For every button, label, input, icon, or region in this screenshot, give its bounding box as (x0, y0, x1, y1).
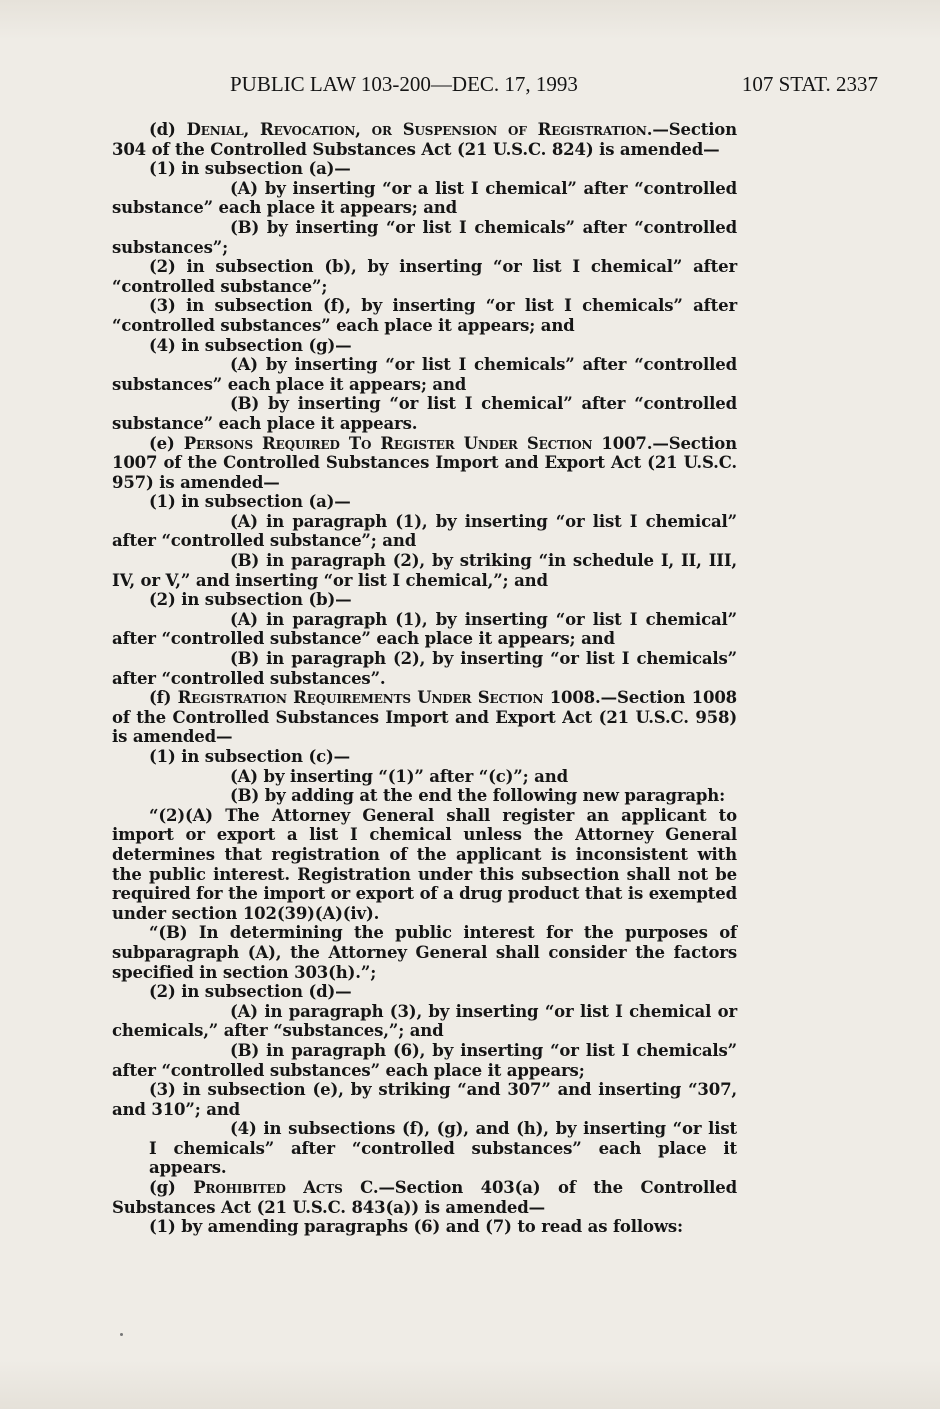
paragraph-text: —Section 1008 of the Controlled Substances Import and Export Act (21 U.S.C. 958) is amended— (112, 688, 737, 747)
paragraph (112, 512, 737, 551)
paragraph-text: (2) in subsection (d)— (149, 982, 352, 1002)
statute-reference: 107 STAT. 2337 (741, 72, 878, 96)
paragraph-text: (A) in paragraph (1), by inserting “or list I chemical” after “controlled substance” each place it appears; and (112, 609, 737, 649)
statute-body (112, 120, 737, 1237)
paragraph-text: “(B) In determining the public interest for the purposes of subparagraph (A), the Attorney General shall consider the factors specified in section 303(h).”; (112, 923, 737, 982)
paragraph-text: (A) in paragraph (1), by inserting “or list I chemical” after “controlled substance”; and (112, 511, 737, 551)
subsection-label: (e) (149, 433, 184, 453)
paragraph-text: (1) by amending paragraphs (6) and (7) to read as follows: (149, 1217, 683, 1237)
paragraph-text: (B) by inserting “or list I chemicals” after “controlled substances”; (112, 217, 737, 257)
paragraph (112, 492, 737, 512)
paragraph (112, 767, 737, 787)
paragraph (112, 159, 737, 179)
paragraph (112, 786, 737, 806)
paragraph (112, 394, 737, 433)
paragraph-text: (2) in subsection (b)— (149, 590, 352, 610)
paragraph-text: (3) in subsection (f), by inserting “or list I chemicals” after “controlled substances” each place it appears; and (112, 296, 737, 335)
paragraph-text: —Section 1007 of the Controlled Substances Import and Export Act (21 U.S.C. 957) is amended— (112, 433, 737, 492)
paragraph (112, 649, 737, 688)
paragraph-text: (A) in paragraph (3), by inserting “or list I chemical or chemicals,” after “substances,”; and (112, 1001, 737, 1041)
paragraph (112, 1119, 737, 1178)
page-header (112, 72, 878, 100)
paragraph (112, 747, 737, 767)
paragraph-text: (B) in paragraph (6), by inserting “or list I chemicals” after “controlled substances” each place it appears; (112, 1040, 737, 1080)
running-title: PUBLIC LAW 103-200—DEC. 17, 1993 (230, 72, 578, 96)
paragraph (112, 1080, 737, 1119)
subsection-heading: Denial, Revocation, or Suspension of Registration. (186, 120, 653, 139)
paragraph-text: (1) in subsection (c)— (149, 747, 351, 766)
paragraph-text: (A) by inserting “or a list I chemical” after “controlled substance” each place it appears; and (112, 178, 737, 218)
paragraph (112, 1217, 737, 1237)
subsection-label: (f) (149, 688, 178, 708)
paragraph (112, 1041, 737, 1080)
paragraph-text: (B) by adding at the end the following new paragraph: (230, 786, 726, 806)
paragraph (112, 923, 737, 982)
subsection-g (112, 1178, 737, 1217)
paragraph-text: (1) in subsection (a)— (149, 492, 351, 512)
paragraph-text: (B) by inserting “or list I chemical” after “controlled substance” each place it appears. (112, 394, 737, 433)
subsection-d (112, 120, 737, 159)
paragraph (112, 982, 737, 1002)
subsection-label: (g) (149, 1178, 194, 1198)
paragraph-text: —Section 304 of the Controlled Substances Act (21 U.S.C. 824) is amended— (112, 120, 738, 159)
paragraph-text: “(2)(A) The Attorney General shall register an applicant to import or export a list I chemical unless the Attorney General determines that registration of the applicant is inconsistent with the public interest. Registration under this subsection shall not be required for the import or export of a drug product that is exempted under section 102(39)(A)(iv). (112, 805, 737, 923)
subsection-heading: Registration Requirements Under Section 1008. (177, 688, 601, 708)
paragraph-text: (B) in paragraph (2), by inserting “or list I chemicals” after “controlled substances”. (112, 649, 737, 688)
subsection-label: (d) (149, 120, 187, 139)
subsection-heading: Persons Required To Register Under Section 1007. (183, 433, 653, 453)
paragraph-text: (B) in paragraph (2), by striking “in schedule I, II, III, IV, or V,” and inserting “or list I chemical,”; and (112, 551, 737, 590)
paragraph (112, 218, 737, 257)
paragraph (112, 179, 737, 218)
paragraph-text: (4) in subsections (f), (g), and (h), by inserting “or list I chemicals” after “controlled substances” each place it appears. (149, 1119, 737, 1178)
paragraph-text: (A) by inserting “or list I chemicals” after “controlled substances” each place it appears; and (112, 355, 737, 394)
paragraph (112, 355, 737, 394)
subsection-e (112, 434, 737, 493)
paragraph (112, 336, 737, 356)
paragraph-text: (4) in subsection (g)— (149, 335, 352, 355)
page-speck (120, 1333, 123, 1336)
subsection-f (112, 688, 737, 747)
paragraph-text: (2) in subsection (b), by inserting “or list I chemical” after “controlled substance”; (112, 257, 737, 296)
paragraph (112, 296, 737, 335)
paragraph-text: —Section 403(a) of the Controlled Substances Act (21 U.S.C. 843(a)) is amended— (112, 1178, 738, 1217)
subsection-heading: Prohibited Acts C. (193, 1178, 379, 1198)
paragraph-text: (1) in subsection (a)— (149, 159, 351, 179)
paragraph (112, 551, 737, 590)
paragraph (112, 257, 737, 296)
paragraph (112, 610, 737, 649)
paragraph (112, 590, 737, 610)
paragraph-text: (3) in subsection (e), by striking “and 307” and inserting “307, and 310”; and (112, 1080, 737, 1119)
paragraph (112, 806, 737, 924)
paragraph-text: (A) by inserting “(1)” after “(c)”; and (230, 766, 568, 786)
paragraph (112, 1002, 737, 1041)
